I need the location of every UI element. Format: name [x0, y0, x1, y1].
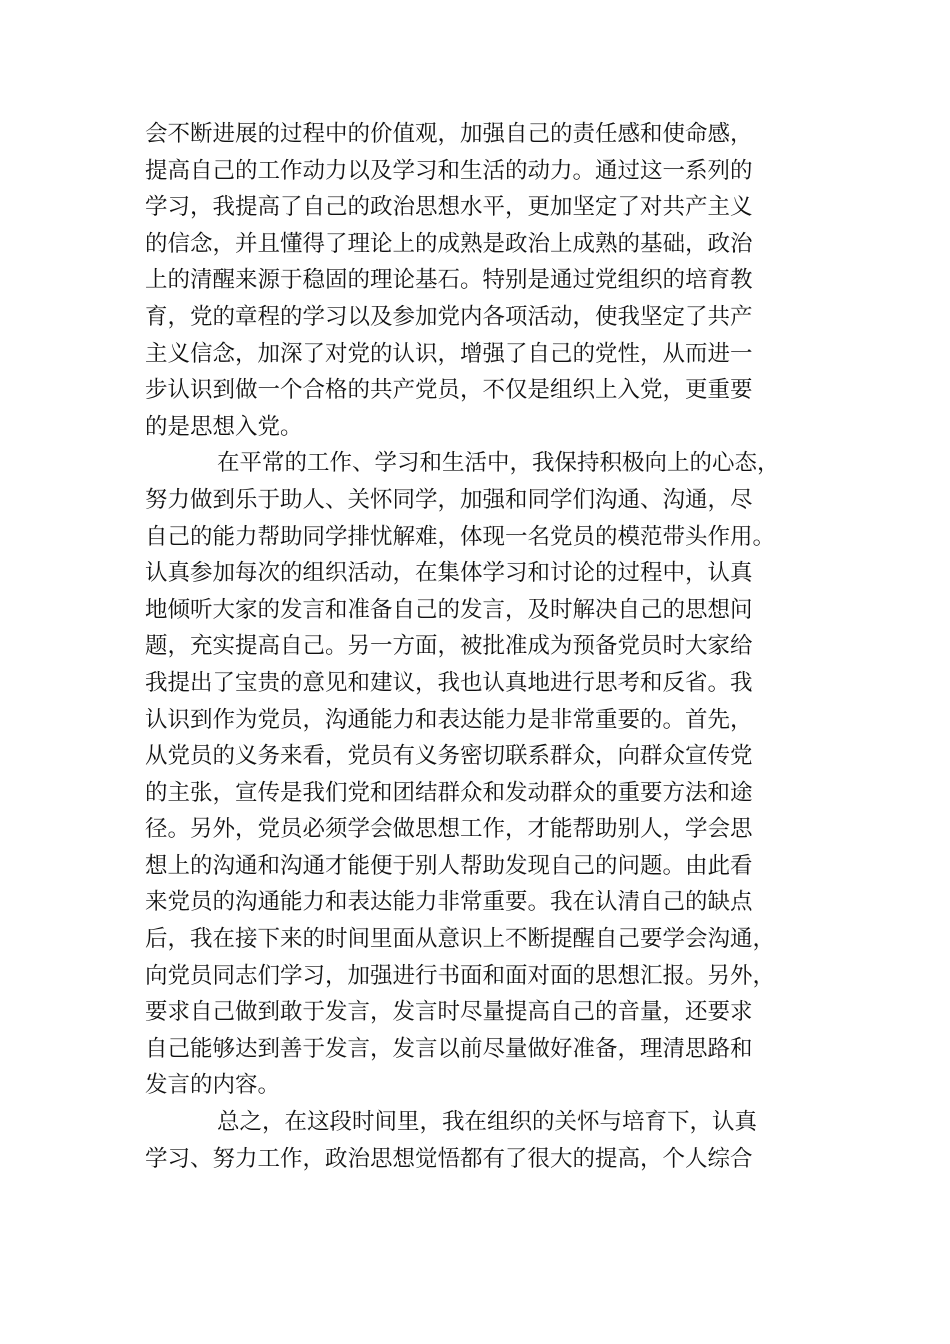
text-line: 题，充实提高自己。另一方面，被批准成为预备党员时大家给 — [145, 633, 753, 660]
text-line: 的主张，宣传是我们党和团结群众和发动群众的重要方法和途 — [145, 779, 753, 806]
text-line: 自己的能力帮助同学排忧解难，体现一名党员的模范带头作用。 — [145, 523, 776, 550]
text-line: 上的清醒来源于稳固的理论基石。特别是通过党组织的培育教 — [145, 267, 753, 294]
text-line: 发言的内容。 — [145, 1072, 281, 1099]
text-line: 步认识到做一个合格的共产党员，不仅是组织上入党，更重要 — [145, 377, 753, 404]
text-line: 认识到作为党员，沟通能力和表达能力是非常重要的。首先， — [145, 706, 753, 733]
text-line: 的信念，并且懂得了理论上的成熟是政治上成熟的基础，政治 — [145, 230, 753, 257]
text-line: 努力做到乐于助人、关怀同学，加强和同学们沟通、沟通，尽 — [145, 486, 753, 513]
text-line: 径。另外，党员必须学会做思想工作，才能帮助别人，学会思 — [145, 816, 753, 843]
text-line: 提高自己的工作动力以及学习和生活的动力。通过这一系列的 — [145, 157, 753, 184]
text-line: 学习，我提高了自己的政治思想水平，更加坚定了对共产主义 — [145, 194, 753, 221]
text-line: 学习、努力工作，政治思想觉悟都有了很大的提高，个人综合 — [145, 1145, 753, 1172]
text-line: 来党员的沟通能力和表达能力非常重要。我在认清自己的缺点 — [145, 889, 753, 916]
text-line: 想上的沟通和沟通才能便于别人帮助发现自己的问题。由此看 — [145, 852, 753, 879]
text-line: 育，党的章程的学习以及参加党内各项活动，使我坚定了共产 — [145, 303, 753, 330]
text-line: 地倾听大家的发言和准备自己的发言，及时解决自己的思想问 — [145, 596, 753, 623]
paragraph-start-line: 总之，在这段时间里，我在组织的关怀与培育下，认真 — [217, 1109, 758, 1136]
text-line: 要求自己做到敢于发言，发言时尽量提高自己的音量，还要求 — [145, 999, 753, 1026]
text-line: 主义信念，加深了对党的认识，增强了自己的党性，从而进一 — [145, 340, 753, 367]
text-line: 的是思想入党。 — [145, 413, 303, 440]
text-line: 我提出了宝贵的意见和建议，我也认真地进行思考和反省。我 — [145, 669, 753, 696]
text-line: 后，我在接下来的时间里面从意识上不断提醒自己要学会沟通， — [145, 926, 776, 953]
document-body — [145, 116, 805, 1177]
text-line: 会不断进展的过程中的价值观，加强自己的责任感和使命感， — [145, 121, 753, 147]
text-line: 向党员同志们学习，加强进行书面和面对面的思想汇报。另外， — [145, 962, 776, 989]
paragraph-start-line: 在平常的工作、学习和生活中，我保持积极向上的心态， — [217, 450, 780, 477]
text-line: 从党员的义务来看，党员有义务密切联系群众，向群众宣传党 — [145, 743, 753, 770]
text-line: 自己能够达到善于发言，发言以前尽量做好准备，理清思路和 — [145, 1035, 753, 1062]
text-line: 认真参加每次的组织活动，在集体学习和讨论的过程中，认真 — [145, 560, 753, 587]
